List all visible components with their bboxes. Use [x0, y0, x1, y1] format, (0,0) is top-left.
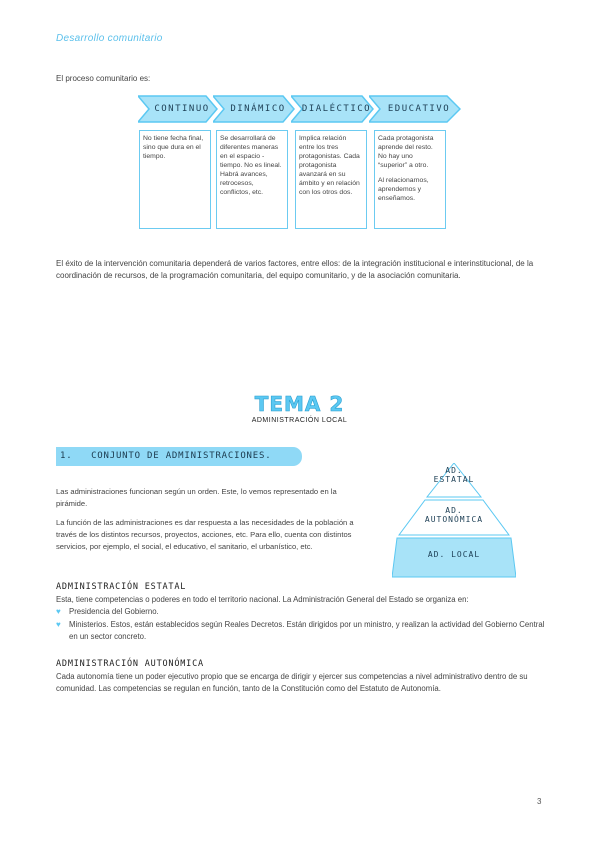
intro-paragraph-1: Las administraciones funcionan según un orden. Este, lo vemos representado en la pirámide. — [56, 487, 337, 508]
section-title: CONJUNTO DE ADMINISTRACIONES. — [91, 451, 272, 461]
process-box-continuo — [139, 130, 211, 229]
heart-bullet-icon: ♥ — [56, 607, 61, 616]
process-box-dinamico — [216, 130, 288, 229]
success-paragraph: El éxito de la intervención comunitaria dependerá de varios factores, entre ellos: de la integración institucional e interinstitucional, de la coordinación de recursos, de la programación comunitaria, del equipo comunitario, y de la asociación comunitaria. — [56, 259, 534, 280]
process-box-dialectico — [295, 130, 367, 229]
chevron-educativo — [369, 95, 461, 123]
section-banner — [56, 447, 302, 466]
heart-bullet-icon: ♥ — [56, 620, 61, 629]
page-number: 3 — [537, 797, 542, 806]
intro-paragraph-2: La función de las administraciones es dar respuesta a las necesidades de la población a través de los distintos recursos, proyectos, acciones, etc. Para ello, cuenta con distintos servicios, por ejemplo, el social, el educativo, el sanitario, el urbanístico, etc. — [56, 518, 354, 551]
process-box-text: Al relacionarnos, aprendemos y enseñamos. — [378, 176, 429, 202]
process-box-text: Se desarrollará de diferentes maneras en el espacio - tiempo. No es lineal. Habrá avances, retrocesos, conflictos, etc. — [220, 135, 282, 196]
process-box-educativo — [374, 130, 446, 229]
process-box-text: No tiene fecha final, sino que dura en el tiempo. — [143, 135, 204, 160]
chevron-dialectico — [291, 95, 374, 123]
pyramid-label-estatal: AD. ESTATAL — [433, 466, 475, 484]
section-banner-label — [60, 447, 271, 466]
pyramid-label-local: AD. LOCAL — [427, 550, 481, 559]
estatal-bullet: ♥ Ministerios. Estos, están establecidos según Reales Decretos. Están dirigidos por un ministro, y realizan la actividad del Gobierno Central en un sector concreto. — [56, 620, 545, 641]
estatal-heading: ADMINISTRACIÓN ESTATAL — [56, 582, 187, 592]
chevron-label: DINÁMICO — [230, 104, 286, 114]
process-box-text: Cada protagonista aprende del resto. No hay uno “superior” a otro. — [378, 135, 434, 169]
section-number: 1. — [60, 451, 73, 461]
intro-text: El proceso comunitario es: — [56, 74, 151, 83]
chevron-continuo — [138, 95, 218, 123]
autonomica-text: Cada autonomía tiene un poder ejecutivo propio que se encarga de dirigir y ejercer sus competencias a nivel administrativo dentro de su comunidad. Las competencias se regulan en función, tanto de la Constitución como del Estatuto de Autonomía. — [56, 672, 528, 693]
chevron-label: EDUCATIVO — [387, 104, 451, 114]
pyramid-label-autonomica: AD. AUTONÓMICA — [424, 506, 484, 524]
estatal-text: Esta, tiene competencias o poderes en todo el territorio nacional. La Administración General del Estado se organiza en: — [56, 595, 469, 604]
estatal-bullet: ♥ Presidencia del Gobierno. — [56, 607, 159, 616]
administration-pyramid — [392, 463, 516, 583]
chevron-label: DIALÉCTICO — [301, 104, 372, 114]
tema-title: TEMA 2 — [254, 392, 345, 416]
document-header: Desarrollo comunitario — [56, 33, 163, 44]
process-box-text: Implica relación entre los tres protagonistas. Cada protagonista avanzará en su ámbito y en relación con los otros dos. — [299, 135, 360, 196]
chevron-label: CONTINUO — [154, 104, 210, 114]
tema-subtitle: ADMINISTRACIÓN LOCAL — [251, 417, 348, 424]
autonomica-heading: ADMINISTRACIÓN AUTONÓMICA — [56, 659, 204, 669]
chevron-dinamico — [213, 95, 295, 123]
